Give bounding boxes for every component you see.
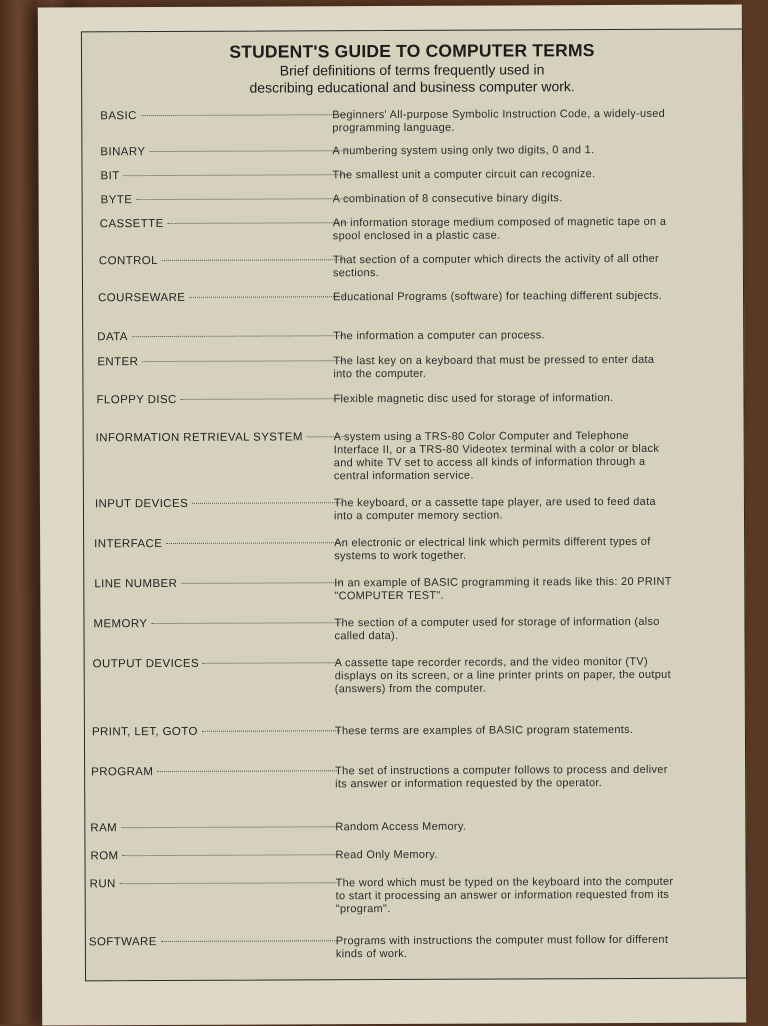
term-definition: A system using a TRS-80 Color Computer and Telephone Interface II, or a TRS-80 Videotex terminal with a color or black and white TV set to access all kinds of information through a central information service. bbox=[333, 429, 660, 483]
term-definition: Flexible magnetic disc used for storage of information. bbox=[333, 392, 614, 406]
term-label: CONTROL bbox=[99, 254, 349, 267]
paper-sheet bbox=[38, 4, 746, 1025]
term-definition: An electronic or electrical link which permits different types of systems to work together. bbox=[334, 535, 651, 563]
glossary-box bbox=[81, 28, 747, 981]
term-definition: The smallest unit a computer circuit can recognize. bbox=[332, 168, 596, 182]
term-label: MEMORY bbox=[93, 617, 343, 630]
term-definition: The information a computer can process. bbox=[333, 329, 545, 343]
term-definition: A numbering system using only two digits, 0 and 1. bbox=[332, 144, 595, 158]
terms-list bbox=[82, 107, 742, 961]
glossary-header bbox=[82, 39, 742, 97]
term-definition: Programs with instructions the computer must follow for different kinds of work. bbox=[335, 933, 669, 961]
term-label: DATA bbox=[97, 330, 347, 343]
term-label: SOFTWARE bbox=[89, 935, 339, 948]
term-definition: The word which must be typed on the keyboard into the computer to start it processing an answer or information requested from its "program". bbox=[335, 875, 674, 916]
term-entry bbox=[85, 763, 745, 812]
term-definition: The set of instructions a computer follows to process and deliver its answer or information requested by the operator. bbox=[335, 763, 668, 791]
term-label: PRINT, LET, GOTO bbox=[92, 725, 342, 738]
term-label: PROGRAM bbox=[91, 765, 341, 778]
subtitle-line-2: describing educational and business computer work. bbox=[249, 78, 575, 96]
term-definition: A cassette tape recorder records, and the video monitor (TV) displays on its screen, or a line printer prints on paper, the output (answers) from the computer. bbox=[334, 655, 671, 696]
term-label: LINE NUMBER bbox=[94, 577, 344, 590]
term-definition: Random Access Memory. bbox=[335, 820, 467, 834]
term-definition: The last key on a keyboard that must be pressed to enter data into the computer. bbox=[333, 353, 655, 381]
term-definition: Read Only Memory. bbox=[335, 848, 438, 862]
term-definition: These terms are examples of BASIC program statements. bbox=[334, 723, 634, 738]
term-label: COURSEWARE bbox=[98, 291, 348, 304]
term-entry bbox=[86, 875, 746, 924]
term-label: BYTE bbox=[101, 193, 351, 206]
term-entry bbox=[86, 933, 746, 982]
term-label: ROM bbox=[90, 849, 340, 862]
term-label: RUN bbox=[90, 877, 340, 890]
term-entry bbox=[85, 655, 745, 704]
term-label: FLOPPY DISC bbox=[96, 393, 346, 406]
term-entry bbox=[84, 429, 744, 483]
term-label: INFORMATION RETRIEVAL SYSTEM bbox=[96, 431, 346, 444]
term-label: RAM bbox=[90, 821, 340, 834]
term-label: INPUT DEVICES bbox=[95, 497, 345, 510]
term-definition: That section of a computer which directs the activity of all other sections. bbox=[332, 252, 660, 280]
term-label: OUTPUT DEVICES bbox=[93, 657, 343, 670]
term-label: BINARY bbox=[100, 145, 350, 158]
term-definition: An information storage medium composed of magnetic tape on a spool enclosed in a plastic case. bbox=[332, 215, 667, 243]
page-title: STUDENT'S GUIDE TO COMPUTER TERMS bbox=[229, 40, 595, 62]
term-definition: The section of a computer used for storage of information (also called data). bbox=[334, 615, 660, 643]
subtitle-line-1: Brief definitions of terms frequently used in bbox=[279, 61, 545, 79]
term-definition: A combination of 8 consecutive binary digits. bbox=[332, 192, 563, 206]
term-definition: Educational Programs (software) for teaching different subjects. bbox=[333, 289, 663, 304]
term-label: BIT bbox=[100, 169, 350, 182]
term-label: ENTER bbox=[97, 355, 347, 368]
term-label: INTERFACE bbox=[94, 537, 344, 550]
term-definition: Beginners' All-purpose Symbolic Instruction Code, a widely-used programming language. bbox=[332, 107, 666, 135]
term-definition: In an example of BASIC programming it reads like this: 20 PRINT "COMPUTER TEST". bbox=[334, 575, 672, 603]
term-label: BASIC bbox=[100, 109, 350, 122]
term-definition: The keyboard, or a cassette tape player, are used to feed data into a computer memory section. bbox=[333, 495, 656, 523]
term-label: CASSETTE bbox=[100, 217, 350, 230]
